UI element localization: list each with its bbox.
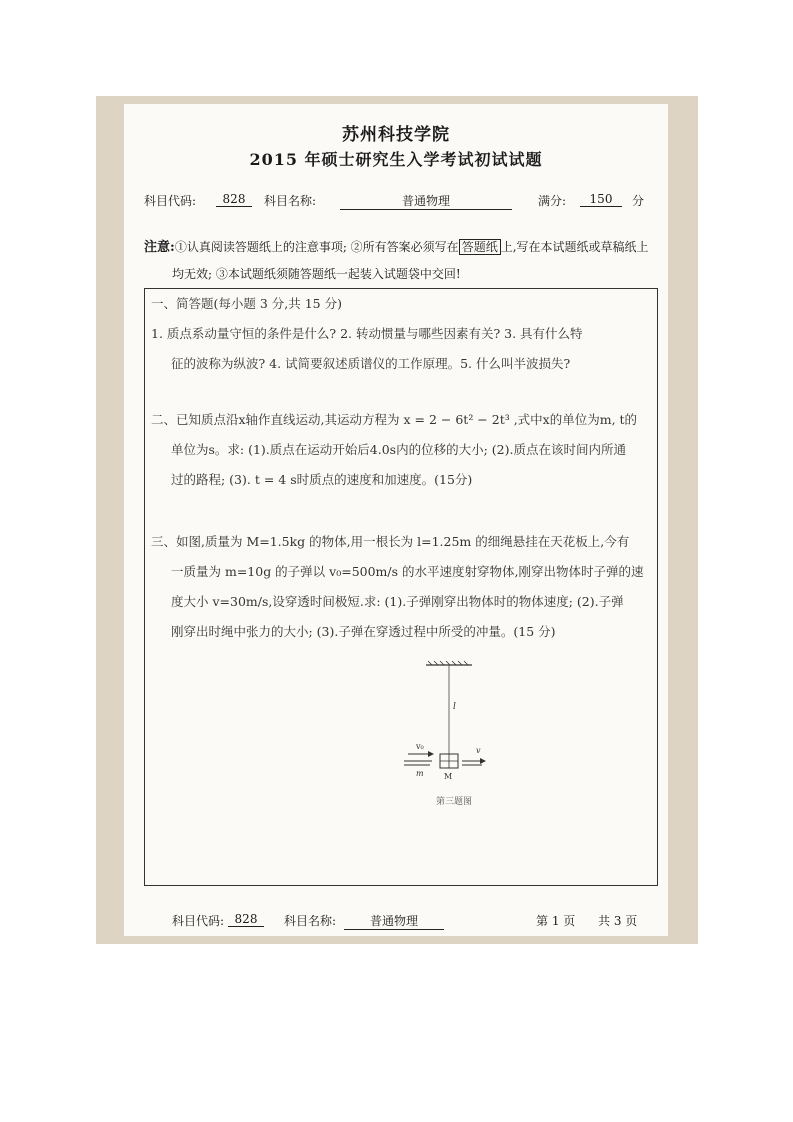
footer-name-label: 科目名称: (284, 914, 337, 928)
question-2-line-3: 过的路程; (3). t = 4 s时质点的速度和加速度。(15分) (171, 472, 473, 487)
exam-title: 2015 年硕士研究生入学考试初试试题 (249, 150, 543, 169)
question-2-line-1: 二、已知质点沿x轴作直线运动,其运动方程为 x = 2 − 6t² − 2t³ ,式中x的单位为m, t的 (151, 412, 638, 427)
page-footer (172, 912, 648, 930)
question-3-line-1: 三、如图,质量为 M=1.5kg 的物体,用一根长为 l=1.25m 的细绳悬挂在天花板上,今有 (151, 534, 630, 549)
notice-label: 注意: (144, 240, 175, 255)
question-1-line-1: 1. 质点系动量守恒的条件是什么? 2. 转动惯量与哪些因素有关? 3. 具有什么特 (151, 326, 583, 341)
question-1-heading: 一、简答题(每小题 3 分,共 15 分) (151, 296, 342, 311)
subject-name-label: 科目名称: (264, 194, 317, 208)
notice-line-1 (144, 234, 654, 261)
school-name: 苏州科技学院 (342, 125, 450, 145)
notice-text-b: 上,写在本试题纸或草稿纸上 (500, 240, 649, 254)
subject-name-value: 普通物理 (340, 192, 512, 210)
question-3-line-3: 度大小 v=30m/s,设穿透时间极短.求: (1).子弹刚穿出物体时的物体速度; (2).子弹 (171, 594, 624, 609)
footer-code-value: 828 (228, 912, 264, 927)
question-2 (151, 405, 651, 495)
question-2-line-2: 单位为s。求: (1).质点在运动开始后4.0s内的位移的大小; (2).质点在该时间内所通 (171, 442, 626, 457)
footer-total-pages: 共 3 页 (598, 914, 638, 928)
full-score-value: 150 (580, 192, 622, 207)
block-mass-label: M (444, 772, 453, 781)
question-1 (151, 289, 651, 379)
notice-text-a: ①认真阅读答题纸上的注意事项; ②所有答案必须写在 (174, 240, 459, 254)
full-score-label: 满分: (538, 194, 567, 208)
question-1-line-2: 征的波称为纵波? 4. 试简要叙述质谱仪的工作原理。5. 什么叫半波损失? (171, 356, 571, 371)
subject-code-value: 828 (216, 192, 252, 207)
exam-paper (124, 104, 668, 936)
v0-label: v₀ (416, 742, 424, 751)
footer-page-number: 第 1 页 (536, 914, 576, 928)
v0-arrow-head (428, 751, 434, 757)
v-label: v (476, 746, 481, 755)
notice-block (144, 234, 654, 288)
pendulum-figure (394, 659, 514, 819)
question-3 (151, 527, 651, 647)
footer-code-label: 科目代码: (172, 914, 225, 928)
full-score-unit: 分 (632, 194, 645, 208)
bullet-in-lines (404, 761, 432, 765)
notice-boxed-text: 答题纸 (459, 239, 501, 255)
figure-caption: 第三题图 (435, 797, 473, 807)
rope-label: l (453, 702, 456, 712)
bullet-mass-label: m (416, 769, 424, 778)
subject-code-label: 科目代码: (144, 194, 197, 208)
v-arrow-head (480, 758, 486, 764)
question-3-line-2: 一质量为 m=10g 的子弹以 v₀=500m/s 的水平速度射穿物体,刚穿出物体时子弹的速 (171, 564, 644, 579)
notice-line-2: 均无效; ③本试题纸须随答题纸一起装入试题袋中交回! (172, 267, 461, 281)
footer-name-value: 普通物理 (344, 912, 444, 930)
subject-info-row (144, 192, 648, 210)
question-3-line-4: 刚穿出时绳中张力的大小; (3).子弹在穿透过程中所受的冲量。(15 分) (171, 624, 556, 639)
